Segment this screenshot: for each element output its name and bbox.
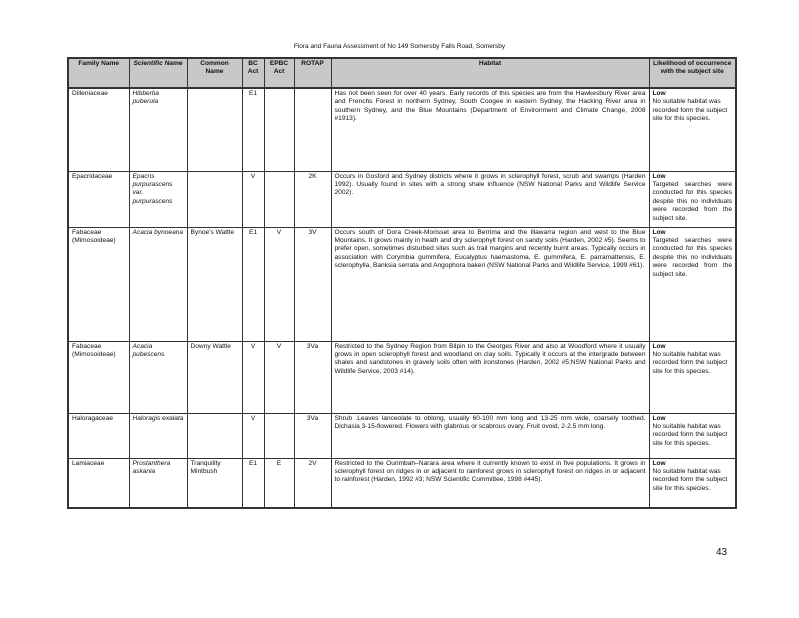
cell-family: Haloragaceae (68, 413, 129, 458)
likelihood-rating: Low (652, 459, 666, 467)
cell-scientific: Acacia bynoeana (129, 227, 187, 341)
cell-rotap: 3Va (294, 341, 331, 413)
cell-family: Dilleniaceae (68, 88, 129, 171)
likelihood-rating: Low (652, 414, 666, 422)
likelihood-reason: No suitable habitat was recorded form the subject site for this species. (652, 350, 728, 375)
cell-scientific: Epacris purpurascens var. purpurascens (129, 171, 187, 227)
cell-likelihood (649, 88, 736, 171)
page-number: 43 (716, 547, 728, 558)
table-header-row (68, 58, 736, 88)
cell-habitat: Shrub .Leaves lanceolate to oblong, usually 60-100 mm long and 13-25 mm wide, coarsely toothed. Dichasia 3-15-flowered. Flowers with glabrous or scabrous ovary. Fruit ovoid, 2-2.5 mm long. (331, 413, 649, 458)
col-rotap: ROTAP (294, 58, 331, 88)
col-scientific: Scientific Name (129, 58, 187, 88)
cell-family: Fabaceae (Mimosoideae) (68, 227, 129, 341)
table-row (68, 227, 736, 341)
cell-bc: V (242, 171, 264, 227)
cell-rotap: 3V (294, 227, 331, 341)
col-bc: BC Act (242, 58, 264, 88)
cell-bc: V (242, 341, 264, 413)
cell-bc: E1 (242, 88, 264, 171)
cell-epbc: V (264, 341, 294, 413)
cell-likelihood (649, 341, 736, 413)
cell-common: Tranquility Mintbush (187, 458, 242, 508)
cell-common (187, 413, 242, 458)
cell-epbc: V (264, 227, 294, 341)
cell-bc: E1 (242, 458, 264, 508)
cell-common (187, 171, 242, 227)
likelihood-reason: Targeted searches were conducted for this species despite this no individuals were recorded from the subject site. (652, 236, 732, 278)
cell-epbc: E (264, 458, 294, 508)
likelihood-reason: Targeted searches were conducted for this species despite this no individuals were recorded from the subject site. (652, 180, 732, 222)
cell-common (187, 88, 242, 171)
cell-likelihood (649, 227, 736, 341)
cell-bc: E1 (242, 227, 264, 341)
cell-common: Downy Wattle (187, 341, 242, 413)
cell-epbc (264, 171, 294, 227)
table-row (68, 341, 736, 413)
cell-common: Bynoe's Wattle (187, 227, 242, 341)
col-habitat: Habitat (331, 58, 649, 88)
cell-habitat: Restricted to the Ourimbah–Narara area where it currently known to exist in five populations. It grows in sclerophyll forest on ridges in or adjacent to rainforest grows in sclerophyll forest on ridges in or adjacent to rainforest (Harden, 1992 #3; NSW Scientific Committee, 1998 #445). (331, 458, 649, 508)
likelihood-rating: Low (652, 342, 666, 350)
cell-rotap: 3Va (294, 413, 331, 458)
page-header: Flora and Fauna Assessment of No 149 Somersby Falls Road, Somersby (293, 43, 506, 50)
likelihood-reason: No suitable habitat was recorded form the subject site for this species. (652, 98, 728, 123)
cell-family: Fabaceae (Mimosoideae) (68, 341, 129, 413)
table-row (68, 171, 736, 227)
cell-habitat: Restricted to the Sydney Region from Bilpin to the Georges River and also at Woodford where it usually grows in open sclerophyll forest and woodland on clay soils. Typically it occurs at the intergrade between shales and sandstones in gravely soils often with ironstones (Harden, 2002 #5;NSW National Parks and Wildlife Service, 2003 #14). (331, 341, 649, 413)
likelihood-rating: Low (652, 172, 666, 180)
cell-epbc (264, 88, 294, 171)
likelihood-reason: No suitable habitat was recorded form the subject site for this species. (652, 422, 728, 447)
table-row (68, 413, 736, 458)
likelihood-reason: No suitable habitat was recorded form the subject site for this species. (652, 467, 728, 492)
likelihood-rating: Low (652, 228, 666, 236)
col-epbc: EPBC Act (264, 58, 294, 88)
cell-habitat: Occurs in Gosford and Sydney districts where it grows in sclerophyll forest, scrub and swamps (Harden 1992). Usually found in sites with a strong shale influence (NSW National Parks and Wildlife Service 2002). (331, 171, 649, 227)
cell-rotap (294, 88, 331, 171)
cell-rotap: 2V (294, 458, 331, 508)
cell-bc: V (242, 413, 264, 458)
cell-scientific: Haloragis exalata (129, 413, 187, 458)
cell-scientific: Acacia pubescens (129, 341, 187, 413)
col-family: Family Name (68, 58, 129, 88)
cell-habitat: Has not been seen for over 40 years. Early records of this species are from the Hawkesbury River area and Frenchs Forest in northern Sydney, South Coogee in eastern Sydney, the Hacking River area in southern Sydney, and the Blue Mountains (Department of Environment and Climate Change, 2008 #1913). (331, 88, 649, 171)
cell-habitat: Occurs south of Dora Creek-Morisset area to Berrima and the Illawarra region and west to the Blue Mountains. It grows mainly in heath and dry sclerophyll forest on sandy soils (Harden, 2002 #5). Seems to prefer open, sometimes disturbed sites such as trail margins and recently burnt areas. Typically occurs in association with Corymbia gummifera, Eucalyptus haemastoma, E. gummifera, E. parramattensis, E. sclerophylla, Banksia serrata and Angophora bakeri (NSW National Parks and Wildlife Service, 1999 #61). (331, 227, 649, 341)
cell-likelihood (649, 171, 736, 227)
cell-scientific: Prostanthera askania (129, 458, 187, 508)
cell-scientific: Hibbertia puberula (129, 88, 187, 171)
cell-epbc (264, 413, 294, 458)
col-common: Common Name (187, 58, 242, 88)
cell-likelihood (649, 413, 736, 458)
cell-family: Epacridaceae (68, 171, 129, 227)
cell-rotap: 2K (294, 171, 331, 227)
table-row (68, 458, 736, 508)
col-likelihood: Likelihood of occurrence with the subject site (649, 58, 736, 88)
table-row (68, 88, 736, 171)
cell-likelihood (649, 458, 736, 508)
likelihood-rating: Low (652, 90, 666, 97)
species-table (67, 57, 737, 509)
cell-family: Lamiaceae (68, 458, 129, 508)
